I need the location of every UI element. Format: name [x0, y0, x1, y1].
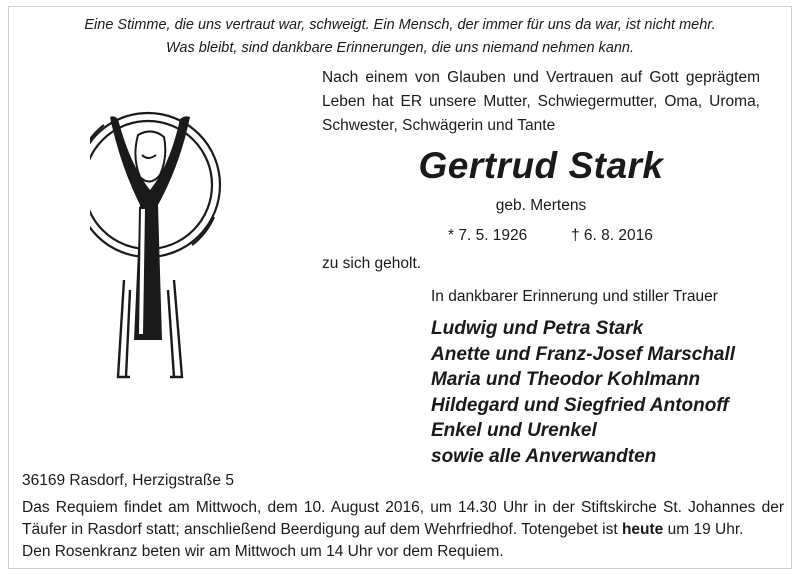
intro-line: Schwester, Schwägerin und Tante [322, 117, 556, 134]
birth-name: geb. Mertens [495, 197, 587, 214]
mourners-list [431, 316, 735, 469]
list-item: Ludwig und Petra Stark [431, 318, 644, 339]
service-notes [22, 497, 784, 563]
address: 36169 Rasdorf, Herzigstraße 5 [22, 472, 234, 489]
risen-christ-icon [90, 95, 230, 415]
notes-text: Täufer in Rasdorf statt; anschließend Beerdigung auf dem Wehrfriedhof. Totengebet ist [22, 521, 622, 538]
notes-text: um 19 Uhr. [663, 521, 744, 538]
notes-line: Den Rosenkranz beten wir am Mittwoch um 14 Uhr vor dem Requiem. [22, 543, 504, 560]
deceased-name: Gertrud Stark [418, 145, 664, 186]
list-item: Anette und Franz-Josef Marschall [431, 343, 736, 365]
mourning-line: In dankbarer Erinnerung und stiller Trauer [431, 288, 718, 305]
list-item: Maria und Theodor Kohlmann [431, 369, 701, 390]
death-date: † 6. 8. 2016 [571, 227, 653, 244]
motto-line: Eine Stimme, die uns vertraut war, schweigt. Ein Mensch, der immer für uns da war, ist nicht mehr. [84, 17, 716, 33]
list-item: sowie alle Anverwandten [431, 445, 657, 467]
outro-text: zu sich geholt. [322, 255, 422, 272]
list-item: Enkel und Urenkel [431, 420, 597, 441]
motto [0, 14, 800, 60]
motto-line: Was bleibt, sind dankbare Erinnerungen, die uns niemand nehmen kann. [165, 40, 635, 56]
notes-line: Das Requiem findet am Mittwoch, dem 10. August 2016, um 14.30 Uhr in der Stiftskirche St. Johannes der [22, 499, 784, 516]
notes-bold-word: heute [621, 521, 664, 538]
list-item: Hildegard und Siegfried Antonoff [431, 394, 729, 416]
intro-text [322, 66, 760, 138]
intro-line: Nach einem von Glauben und Vertrauen auf Gott geprägtem [322, 69, 760, 86]
notes-line [22, 519, 784, 541]
intro-line: Leben hat ER unsere Mutter, Schwiegermutter, Oma, Uroma, [322, 93, 760, 110]
birth-date: * 7. 5. 1926 [448, 227, 528, 244]
